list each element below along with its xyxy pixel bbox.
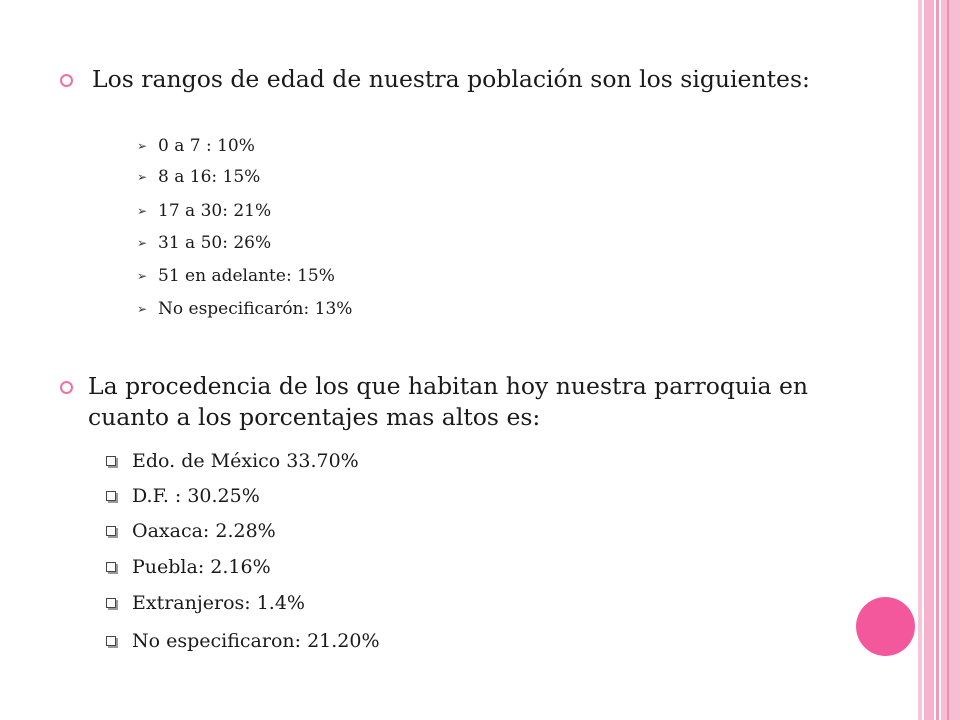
decor-stripe xyxy=(918,0,922,720)
list-item-text: No especificarón: 13% xyxy=(158,299,353,319)
decor-stripe xyxy=(947,0,949,720)
bullet-text: Los rangos de edad de nuestra población son los siguientes: xyxy=(92,65,810,93)
decor-circle xyxy=(856,597,915,656)
square-bullet-icon xyxy=(106,598,116,608)
list-item xyxy=(106,519,276,543)
bullet-text: La procedencia de los que habitan hoy nuestra parroquia en cuanto a los porcentajes mas altos es: xyxy=(88,372,809,431)
arrow-bullet-icon: ➢ xyxy=(136,236,148,250)
decor-stripe xyxy=(936,0,939,720)
square-bullet-icon xyxy=(106,456,116,466)
list-item xyxy=(106,484,260,508)
list-item-text: 8 a 16: 15% xyxy=(158,167,261,187)
decor-stripe xyxy=(924,0,934,720)
list-item-text: 0 a 7 : 10% xyxy=(158,136,255,156)
square-bullet-icon xyxy=(106,636,116,646)
list-item xyxy=(136,165,260,189)
ring-bullet-icon xyxy=(60,74,73,87)
list-item xyxy=(136,199,271,223)
arrow-bullet-icon: ➢ xyxy=(136,204,148,218)
list-item xyxy=(106,591,305,615)
list-item xyxy=(136,231,271,255)
list-item-text: Extranjeros: 1.4% xyxy=(132,592,305,614)
list-item-text: 17 a 30: 21% xyxy=(158,201,272,221)
list-item-text: Oaxaca: 2.28% xyxy=(132,520,276,542)
list-item-text: Puebla: 2.16% xyxy=(132,556,271,578)
arrow-bullet-icon: ➢ xyxy=(136,170,148,184)
square-bullet-icon xyxy=(106,562,116,572)
list-item xyxy=(106,629,380,653)
arrow-bullet-icon: ➢ xyxy=(136,302,148,316)
list-item xyxy=(106,449,359,473)
list-item xyxy=(136,264,335,288)
list-item xyxy=(136,297,352,321)
list-item-text: 51 en adelante: 15% xyxy=(158,266,335,286)
ring-bullet-icon xyxy=(60,381,73,394)
arrow-bullet-icon: ➢ xyxy=(136,269,148,283)
list-item-text: No especificaron: 21.20% xyxy=(132,630,380,652)
list-item xyxy=(136,134,255,158)
list-item-text: Edo. de México 33.70% xyxy=(132,450,359,472)
list-item xyxy=(106,555,271,579)
square-bullet-icon xyxy=(106,526,116,536)
list-item-text: D.F. : 30.25% xyxy=(132,485,260,507)
list-item-text: 31 a 50: 26% xyxy=(158,233,272,253)
decor-stripe xyxy=(941,0,960,720)
square-bullet-icon xyxy=(106,491,116,501)
arrow-bullet-icon: ➢ xyxy=(136,139,148,153)
